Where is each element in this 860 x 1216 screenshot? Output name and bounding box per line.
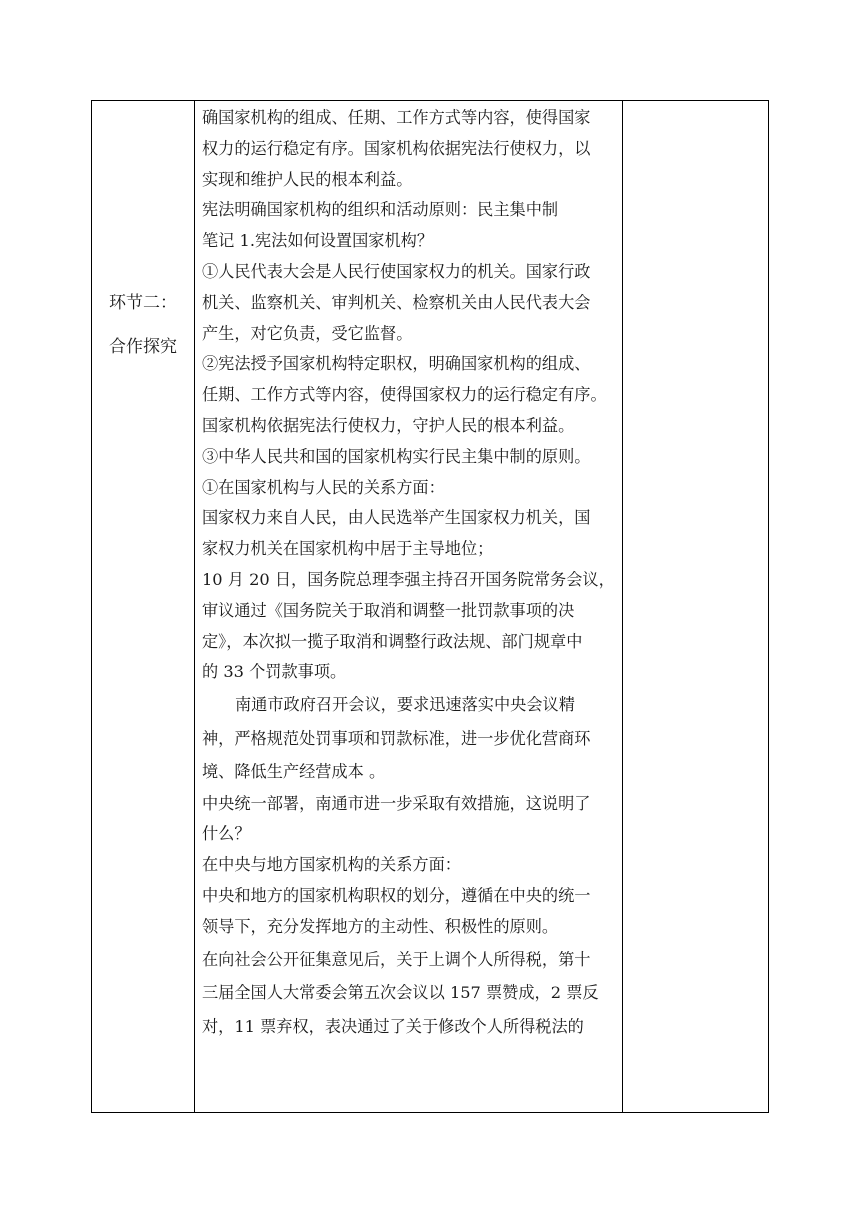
content-line: 实现和维护人民的根本利益。	[202, 169, 413, 189]
content-line: 定》，本次拟一揽子取消和调整行政法规、部门规章中	[202, 631, 583, 651]
content-line: 境、降低生产经营成本 。	[202, 762, 386, 782]
section-label-line: 环节二：	[109, 293, 177, 313]
content-line: 三届全国人大常委会第五次会议以 157 票赞成，2 票反	[202, 983, 599, 1003]
content-line: 10 月 20 日，国务院总理李强主持召开国务院常务会议，	[202, 569, 615, 589]
content-line: ②宪法授予国家机构特定职权，明确国家机构的组成、	[202, 354, 591, 374]
content-line: 南通市政府召开会议，要求迅速落实中央会议精	[235, 695, 575, 715]
content-line: 国家机构依据宪法行使权力，守护人民的根本利益。	[202, 415, 575, 435]
content-line: 在中央与地方国家机构的关系方面：	[202, 855, 461, 875]
content-line: 权力的运行稳定有序。国家机构依据宪法行使权力，以	[202, 138, 591, 158]
content-line: 审议通过《国务院关于取消和调整一批罚款事项的决	[202, 600, 575, 620]
content-line: 宪法明确国家机构的组织和活动原则：民主集中制	[202, 200, 559, 220]
content-line: 中央和地方的国家机构职权的划分，遵循在中央的统一	[202, 886, 591, 906]
content-line: ①在国家机构与人民的关系方面：	[202, 477, 445, 497]
content-line: 任期、工作方式等内容，使得国家权力的运行稳定有序。	[202, 385, 607, 405]
column-divider	[194, 101, 195, 1112]
content-line: 笔记 1.宪法如何设置国家机构？	[202, 231, 434, 251]
content-line: 什么？	[202, 824, 251, 844]
content-line: 在向社会公开征集意见后，关于上调个人所得税，第十	[202, 949, 591, 969]
content-line: 产生，对它负责，受它监督。	[202, 323, 413, 343]
section-label	[92, 281, 194, 369]
lesson-content	[202, 103, 624, 1043]
content-line: ③中华人民共和国的国家机构实行民主集中制的原则。	[202, 446, 591, 466]
content-line: 对，11 票弃权，表决通过了关于修改个人所得税法的	[202, 1016, 584, 1036]
content-line: 中央统一部署，南通市进一步采取有效措施，这说明了	[202, 793, 591, 813]
content-line: 确国家机构的组成、任期、工作方式等内容，使得国家	[202, 108, 591, 127]
section-label-line: 合作探究	[109, 337, 177, 357]
content-line: ①人民代表大会是人民行使国家权力的机关。国家行政	[202, 261, 591, 281]
content-line: 领导下，充分发挥地方的主动性、积极性的原则。	[202, 916, 559, 936]
content-line: 的 33 个罚款事项。	[202, 662, 347, 682]
content-line: 家权力机关在国家机构中居于主导地位；	[202, 539, 494, 559]
content-line: 机关、监察机关、审判机关、检察机关由人民代表大会	[202, 292, 591, 312]
content-line: 神，严格规范处罚事项和罚款标准，进一步优化营商环	[202, 728, 591, 748]
content-line: 国家权力来自人民，由人民选举产生国家权力机关，国	[202, 508, 591, 528]
lesson-table	[91, 100, 769, 1113]
